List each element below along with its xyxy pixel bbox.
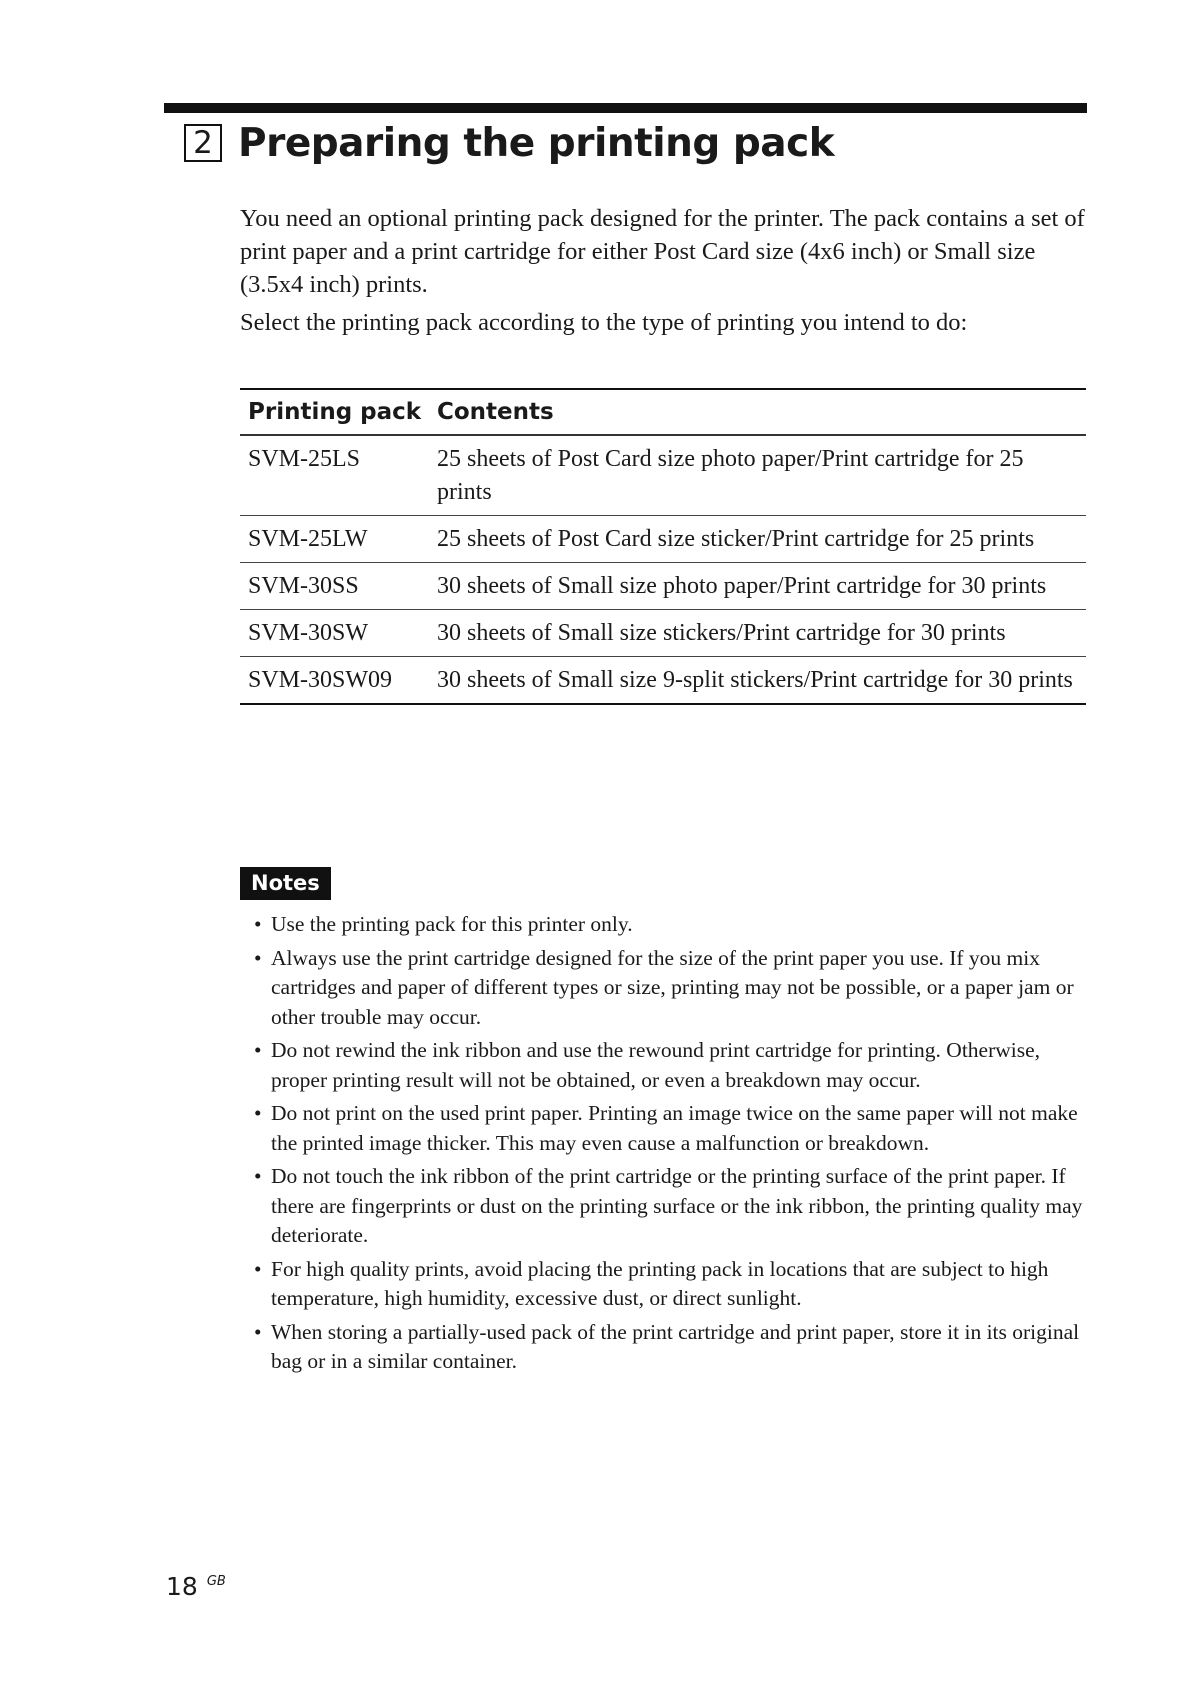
intro-paragraph: Select the printing pack according to the type of printing you intend to do: [240,309,968,336]
list-item [254,1099,1090,1158]
page-footer [166,1572,226,1601]
intro-text [240,202,1090,339]
pack-model-cell: SVM-30SS [240,563,429,610]
table-row [240,435,1086,516]
pack-model-cell: SVM-30SW [240,610,429,657]
bullet-icon: • [254,1101,262,1125]
section-heading [184,120,834,166]
pack-contents-cell: 25 sheets of Post Card size photo paper/Print cartridge for 25 prints [429,435,1086,516]
page-number: 18 [166,1572,198,1601]
table-row [240,657,1086,705]
list-item [254,1255,1090,1314]
bullet-icon: • [254,912,262,936]
pack-model-cell: SVM-30SW09 [248,667,393,693]
bullet-icon: • [254,1256,262,1281]
column-header-contents: Contents [429,389,1086,435]
bullet-icon: • [254,945,262,970]
intro-paragraph: You need an optional printing pack designed for the printer. The pack contains a set of print paper and a print cartridge for either Post Card size (4x6 inch) or Small size (3.5x4 inch) prints. [240,205,1085,298]
bullet-icon: • [254,1164,262,1188]
bullet-icon: • [254,1319,262,1344]
step-number-box: 2 [184,124,222,162]
region-code: GB [206,1574,226,1589]
notes-list [254,910,1090,1381]
note-text: Do not rewind the ink ribbon and use the rewound print cartridge for printing. Otherwise, proper printing result will not be obtained, or even a breakdown may occur. [271,1038,1041,1092]
table-row [240,610,1086,657]
list-item [254,944,1090,1033]
bullet-icon: • [254,1038,262,1062]
pack-contents-cell: 25 sheets of Post Card size sticker/Print cartridge for 25 prints [429,516,1086,563]
notes-label: Notes [240,867,331,900]
pack-contents-cell: 30 sheets of Small size photo paper/Print cartridge for 30 prints [429,563,1086,610]
table-row [240,563,1086,610]
pack-contents-cell: 30 sheets of Small size 9-split stickers/Print cartridge for 30 prints [437,667,1073,693]
pack-model-cell: SVM-25LW [240,516,429,563]
column-header-printing-pack: Printing pack [240,389,429,435]
note-text: Use the printing pack for this printer only. [271,912,633,936]
table-header-row [240,389,1086,435]
table-row [240,516,1086,563]
note-text: For high quality prints, avoid placing the printing pack in locations that are subject to high temperature, high humidity, excessive dust, or direct sunlight. [271,1256,1049,1310]
pack-model-cell: SVM-25LS [240,435,429,516]
list-item [254,1162,1090,1251]
note-text: Always use the print cartridge designed for the size of the print paper you use. If you mix cartridges and paper of different types or size, printing may not be possible, or a paper jam or other trouble may occur. [271,945,1074,1029]
note-text: Do not print on the used print paper. Printing an image twice on the same paper will not make the printed image thicker. This may even cause a malfunction or breakdown. [271,1101,1078,1155]
pack-contents-cell: 30 sheets of Small size stickers/Print cartridge for 30 prints [429,610,1086,657]
list-item [254,1318,1090,1377]
list-item [254,1036,1090,1095]
note-text: When storing a partially-used pack of the print cartridge and print paper, store it in its original bag or in a similar container. [271,1319,1080,1373]
section-top-rule [164,103,1087,113]
note-text: Do not touch the ink ribbon of the print cartridge or the printing surface of the print paper. If there are fingerprints or dust on the printing surface or the ink ribbon, the printing quality may deteriorate. [271,1164,1083,1247]
page-title: Preparing the printing pack [238,120,835,166]
list-item [254,910,1090,940]
printing-pack-table [240,388,1086,705]
